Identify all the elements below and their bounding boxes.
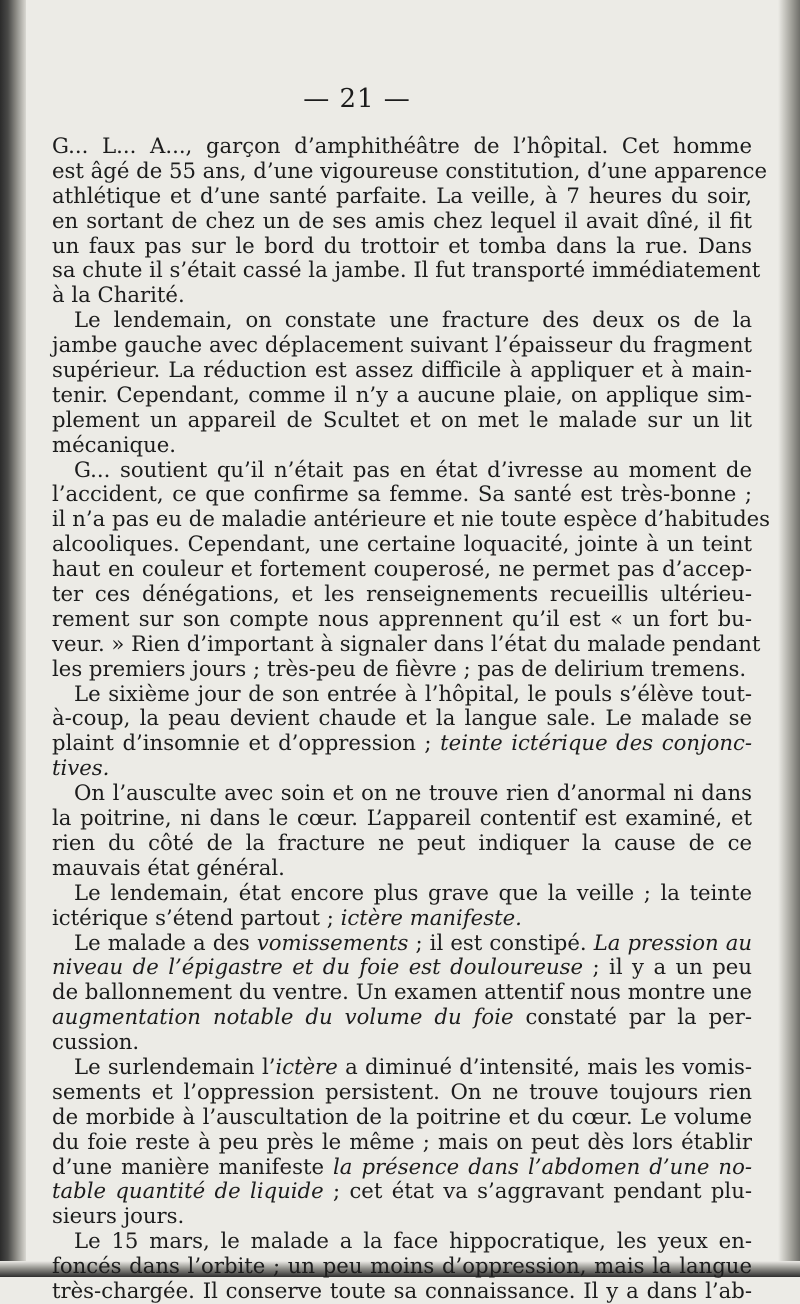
italic-text: teinte ictérique des conjonc- [440,730,752,756]
text-run: est âgé de 55 ans, d’une vigoureuse constitution, d’une apparence [52,157,768,183]
text-run: sa chute il s’était cassé la jambe. Il fut transporté immédiatement [52,257,761,283]
text-run: constaté par la per- [513,1004,752,1030]
text-line [52,557,752,582]
text-run: Le malade a des [74,929,257,955]
italic-text: table quantité de liquide [52,1178,324,1204]
text-line [52,756,752,781]
text-run: de ballonnement du ventre. Un examen attentif nous montre une [52,979,752,1005]
text-run: sements et l’oppression persistent. On ne trouve toujours rien [52,1078,752,1104]
text-run: Le lendemain, état encore plus grave que la veille ; la teinte [74,879,752,905]
text-line [52,1229,752,1254]
text-run: d’une manière manifeste [52,1153,334,1179]
text-run: rien du côté de la fracture ne peut indiquer la cause de ce [52,829,752,855]
text-run: jambe gauche avec déplacement suivant l’épaisseur du fragment [52,332,752,358]
text-run: alcooliques. Cependant, une certaine loquacité, jointe à un teint [52,531,752,557]
text-line [52,1254,752,1279]
text-run: Le surlendemain l’ [74,1053,276,1079]
text-line [52,134,752,159]
text-run: a diminué d’intensité, mais les vomis- [337,1053,752,1079]
text-line [52,806,752,831]
text-run: G... L... A..., garçon d’amphithéâtre de l’hôpital. Cet homme [52,133,752,158]
text-line [52,157,768,184]
text-run: un faux pas sur le bord du trottoir et tomba dans la rue. Dans [52,232,752,258]
text-line [52,906,752,931]
text-run: veur. » Rien d’important à signaler dans l’état du malade pendant [52,630,761,656]
text-run: On l’ausculte avec soin et on ne trouve rien d’anormal ni dans [74,780,752,806]
text-run: il n’a pas eu de maladie antérieure et nie toute espèce d’habitudes [52,506,771,532]
text-line [52,1030,752,1055]
text-line [52,283,752,308]
text-run: athlétique et d’une santé parfaite. La veille, à 7 heures du soir, [52,182,752,208]
text-run: mauvais état général. [52,854,285,880]
text-run: de morbide à l’auscultation de la poitrine et du cœur. Le volume [52,1103,752,1129]
text-line [52,458,752,483]
text-run: ; il est constipé. [408,929,594,955]
text-line [52,1279,752,1304]
text-run: supérieur. La réduction est assez difficile à appliquer et à main- [52,357,752,383]
text-line [52,781,752,806]
text-line [52,358,752,383]
text-run: en sortant de chez un de ses amis chez lequel il avait dîné, il fit [52,207,752,233]
text-run: rement sur son compte nous apprennent qu’il est « un fort bu- [52,605,752,631]
text-run: foncés dans l’orbite ; un peu moins d’oppression, mais la langue [52,1253,752,1279]
text-line [52,682,752,707]
text-line [52,1055,752,1080]
page-number: — 21 — [303,84,411,114]
text-line [52,184,752,209]
italic-text: la présence dans l’abdomen d’une no- [333,1153,752,1179]
text-line [52,607,752,632]
text-line [52,831,752,856]
italic-text: ictère [275,1053,338,1079]
italic-text: La pression au [593,929,752,955]
text-run: ; cet état va s’aggravant pendant plu- [323,1178,752,1204]
text-line [52,856,752,881]
text-line [52,657,752,682]
text-line [52,881,752,906]
italic-text: tives. [52,755,110,781]
text-line [52,955,752,980]
text-line [52,931,752,956]
text-line [52,1005,752,1030]
text-line [52,582,752,607]
text-run: Le sixième jour de son entrée à l’hôpital, le pouls s’élève tout- [74,680,752,706]
text-line [52,333,752,358]
text-line [52,482,752,507]
text-line [52,1080,752,1105]
text-line [52,532,752,557]
text-line [52,433,752,458]
text-run: tenir. Cependant, comme il n’y a aucune plaie, on applique sim- [52,381,752,407]
text-run: ictérique s’étend partout ; [52,904,341,930]
text-run: Le lendemain, on constate une fracture des deux os de la [74,307,752,333]
page-right-edge [778,0,800,1277]
text-line [52,408,752,433]
italic-text: augmentation notable du volume du foie [52,1004,514,1030]
text-run: l’accident, ce que confirme sa femme. Sa santé est très-bonne ; [52,481,752,507]
text-run: G... soutient qu’il n’était pas en état d’ivresse au moment de [74,456,752,482]
text-line [52,383,752,408]
text-run: du foie reste à peu près le même ; mais on peut dès lors établir [52,1128,752,1154]
text-run: sieurs jours. [52,1203,185,1229]
text-run: cussion. [52,1029,140,1055]
text-run: mécanique. [52,431,177,457]
italic-text: ictère manifeste. [340,904,522,930]
text-line [52,706,752,731]
text-run: à-coup, la peau devient chaude et la langue sale. Le malade se [52,705,752,731]
text-run: plaint d’insomnie et d’oppression ; [52,730,441,756]
text-line [52,630,761,657]
text-line [52,1130,752,1155]
italic-text: niveau de l’épigastre et du foie est douloureuse [52,954,584,980]
text-run: la poitrine, ni dans le cœur. L’appareil contentif est examiné, et [52,805,752,831]
book-gutter-shadow [0,0,26,1277]
text-run: ter ces dénégations, et les renseignements recueillis ultérieu- [52,581,752,607]
italic-text: vomissements [256,929,409,955]
text-line [52,1155,752,1180]
text-line [52,731,752,756]
text-run: Le 15 mars, le malade a la face hippocratique, les yeux en- [74,1228,752,1254]
text-line [52,1105,752,1130]
text-line [52,308,752,333]
text-run: très-chargée. Il conserve toute sa connaissance. Il y a dans l’ab- [52,1277,752,1303]
text-run: haut en couleur et fortement couperosé, ne permet pas d’accep- [52,556,752,582]
text-run: les premiers jours ; très-peu de fièvre ; pas de delirium tremens. [52,655,747,681]
text-run: ; il y a un peu [583,954,752,980]
text-run: plement un appareil de Scultet et on met le malade sur un lit [52,406,752,432]
body-text [52,133,771,1304]
text-line [52,980,752,1005]
text-line [52,257,761,283]
text-line [52,1179,752,1204]
text-line [52,1204,752,1229]
text-run: à la Charité. [52,282,185,308]
text-line [52,209,752,234]
text-line [52,234,752,259]
text-line [52,506,771,532]
